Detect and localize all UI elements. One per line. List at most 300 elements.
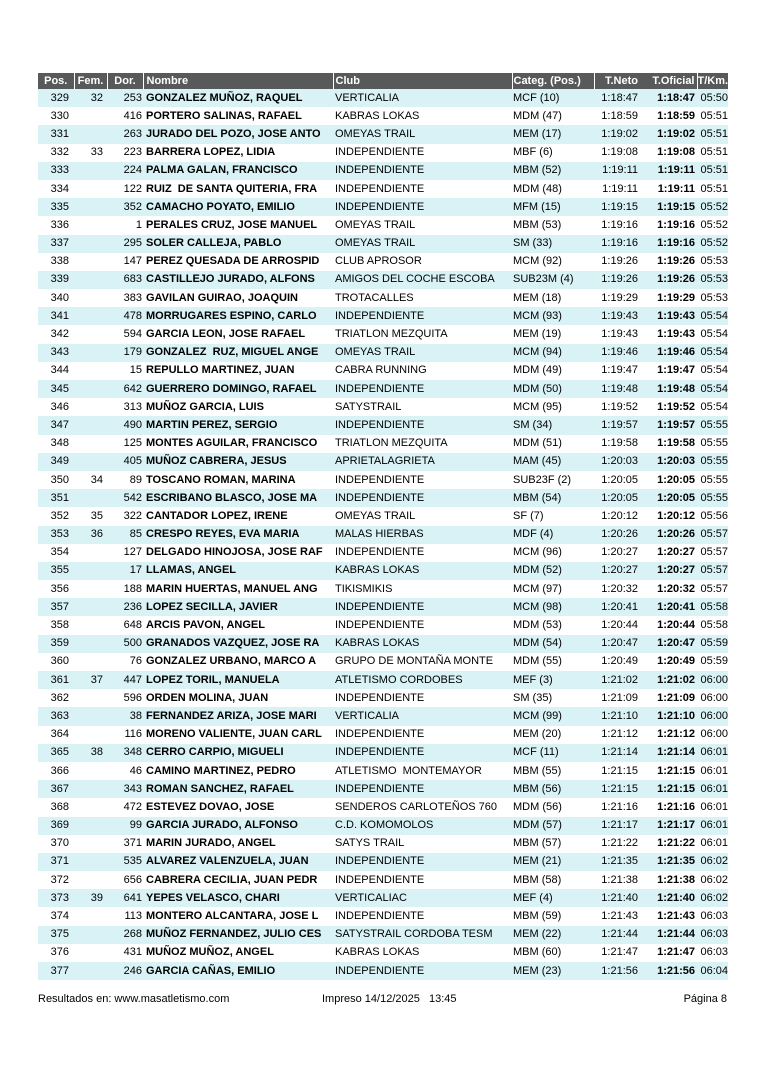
cell-toficial: 1:19:47: [657, 364, 695, 377]
cell-fem: [74, 726, 107, 744]
cell-fem: [74, 780, 107, 798]
table-row: [38, 853, 728, 871]
cell-club: TIKISMIKIS: [335, 582, 393, 595]
cell-toficial: 1:18:59: [657, 109, 695, 122]
cell-club: INDEPENDIENTE: [335, 873, 425, 886]
cell-nombre: ESTEVEZ DOVAO, JOSE: [146, 800, 275, 813]
cell-fem: 36: [74, 526, 107, 544]
table-row: [38, 89, 728, 107]
cell-categ: MBM (56): [512, 780, 594, 798]
cell-nombre: CAMINO MARTINEZ, PEDRO: [146, 764, 296, 777]
cell-tneto: 1:19:43: [594, 307, 640, 325]
cell-toficial: 1:20:26: [640, 526, 697, 544]
cell-fem: [74, 162, 107, 180]
cell-tkm: 05:52: [700, 218, 728, 231]
cell-club: INDEPENDIENTE: [333, 853, 512, 871]
cell-categ: MCM (94): [512, 344, 594, 362]
table-row: [38, 817, 728, 835]
cell-tkm: 05:54: [697, 307, 728, 325]
cell-categ: MBF (6): [513, 146, 553, 159]
cell-pos: 362: [50, 691, 69, 704]
cell-tkm: 05:51: [700, 109, 728, 122]
cell-categ: MBM (53): [513, 218, 562, 231]
table-row: [38, 380, 728, 398]
cell-toficial: 1:18:47: [640, 89, 697, 107]
cell-tkm: 06:00: [697, 671, 728, 689]
table-row: [38, 962, 728, 980]
cell-nombre: PERALES CRUZ, JOSE MANUEL: [146, 218, 318, 231]
cell-toficial: 1:21:15: [657, 764, 695, 777]
cell-tneto: 1:20:05: [601, 473, 638, 486]
cell-tkm: 06:02: [697, 889, 728, 907]
cell-tneto: 1:19:02: [594, 125, 640, 143]
cell-pos: 360: [50, 655, 69, 668]
cell-fem: [74, 325, 107, 343]
cell-dor: 125: [123, 437, 142, 450]
cell-dor: 322: [123, 509, 142, 522]
cell-dor: 431: [123, 946, 142, 959]
cell-dor: 224: [107, 162, 143, 180]
cell-pos: 366: [50, 764, 69, 777]
cell-toficial: 1:21:35: [640, 853, 697, 871]
cell-pos: 348: [50, 437, 69, 450]
cell-tneto: 1:21:22: [601, 837, 638, 850]
table-row: [38, 889, 728, 907]
cell-tkm: 06:01: [697, 744, 728, 762]
cell-dor: 46: [129, 764, 142, 777]
cell-club: INDEPENDIENTE: [335, 910, 425, 923]
cell-toficial: 1:20:44: [657, 619, 695, 632]
cell-pos: 361: [38, 671, 74, 689]
cell-tneto: 1:19:29: [601, 291, 638, 304]
cell-tneto: 1:19:48: [594, 380, 640, 398]
table-row: [38, 598, 728, 616]
cell-categ: MDM (55): [513, 655, 562, 668]
cell-categ: MEM (17): [512, 125, 594, 143]
cell-fem: [74, 489, 107, 507]
table-row: [38, 180, 728, 198]
cell-dor: 656: [123, 873, 142, 886]
cell-pos: 359: [38, 635, 74, 653]
cell-tkm: 06:04: [697, 962, 728, 980]
table-row: [38, 198, 728, 216]
cell-nombre: GAVILAN GUIRAO, JOAQUIN: [146, 291, 298, 304]
cell-categ: MDM (56): [513, 800, 562, 813]
cell-fem: [74, 271, 107, 289]
cell-club: INDEPENDIENTE: [333, 489, 512, 507]
cell-nombre: MONTERO ALCANTARA, JOSE L: [146, 910, 319, 923]
column-header-fem: Fem.: [74, 73, 107, 89]
cell-tkm: 05:51: [700, 182, 728, 195]
cell-fem: [74, 235, 107, 253]
table-row: [38, 726, 728, 744]
cell-club: INDEPENDIENTE: [333, 744, 512, 762]
cell-fem: [74, 362, 107, 380]
cell-dor: 113: [124, 910, 142, 923]
cell-nombre: GONZALEZ URBANO, MARCO A: [146, 655, 317, 668]
cell-toficial: 1:21:09: [657, 691, 695, 704]
cell-tkm: 05:51: [697, 162, 728, 180]
cell-toficial: 1:20:41: [640, 598, 697, 616]
cell-nombre: LOPEZ TORIL, MANUELA: [143, 671, 333, 689]
table-row: [38, 325, 728, 343]
table-row: [38, 871, 728, 889]
cell-club: VERTICALIA: [333, 707, 512, 725]
cell-fem: [74, 453, 107, 471]
cell-nombre: ALVAREZ VALENZUELA, JUAN: [143, 853, 333, 871]
table-row: [38, 435, 728, 453]
cell-pos: 371: [38, 853, 74, 871]
column-header-toficial: T.Oficial: [640, 73, 697, 89]
cell-toficial: 1:21:02: [640, 671, 697, 689]
table-row: [38, 144, 728, 162]
column-header-categ: Categ. (Pos.): [512, 73, 594, 89]
cell-categ: MAM (45): [512, 453, 594, 471]
cell-tkm: 05:53: [697, 271, 728, 289]
cell-nombre: FERNANDEZ ARIZA, JOSE MARI: [143, 707, 333, 725]
table-row: [38, 653, 728, 671]
cell-pos: 374: [50, 910, 69, 923]
cell-fem: [74, 907, 107, 925]
cell-dor: 263: [107, 125, 143, 143]
cell-tneto: 1:19:43: [601, 328, 638, 341]
cell-tneto: 1:20:44: [601, 619, 638, 632]
cell-fem: [74, 962, 107, 980]
results-table: [38, 73, 728, 980]
cell-tneto: 1:21:10: [594, 707, 640, 725]
cell-nombre: ROMAN SANCHEZ, RAFAEL: [143, 780, 333, 798]
cell-toficial: 1:20:47: [640, 635, 697, 653]
cell-club: AMIGOS DEL COCHE ESCOBA: [333, 271, 512, 289]
cell-nombre: MORRUGARES ESPINO, CARLO: [143, 307, 333, 325]
cell-club: INDEPENDIENTE: [333, 162, 512, 180]
cell-nombre: CASTILLEJO JURADO, ALFONS: [143, 271, 333, 289]
cell-nombre: REPULLO MARTINEZ, JUAN: [146, 364, 295, 377]
cell-pos: 335: [38, 198, 74, 216]
table-row: [38, 762, 728, 780]
cell-pos: 352: [50, 509, 69, 522]
cell-fem: [74, 580, 107, 598]
cell-toficial: 1:20:27: [657, 546, 695, 559]
cell-toficial: 1:19:16: [657, 218, 695, 231]
cell-club: INDEPENDIENTE: [335, 473, 425, 486]
cell-fem: [74, 544, 107, 562]
cell-pos: 346: [50, 400, 69, 413]
cell-pos: 332: [50, 146, 69, 159]
cell-dor: 405: [107, 453, 143, 471]
cell-categ: MFM (15): [512, 198, 594, 216]
cell-tneto: 1:21:17: [594, 817, 640, 835]
cell-categ: MEM (19): [513, 328, 562, 341]
cell-club: INDEPENDIENTE: [333, 198, 512, 216]
footer-results-source: Resultados en: www.masatletismo.com: [38, 993, 230, 1005]
cell-nombre: DELGADO HINOJOSA, JOSE RAF: [146, 546, 323, 559]
cell-tneto: 1:21:02: [594, 671, 640, 689]
cell-club: INDEPENDIENTE: [333, 962, 512, 980]
cell-dor: 15: [129, 364, 142, 377]
column-header-dor: Dor.: [107, 73, 143, 89]
cell-fem: [74, 107, 107, 125]
cell-fem: 33: [90, 146, 103, 159]
cell-categ: MCF (10): [512, 89, 594, 107]
cell-club: INDEPENDIENTE: [333, 598, 512, 616]
cell-fem: [74, 344, 107, 362]
table-row: [38, 671, 728, 689]
cell-dor: 253: [107, 89, 143, 107]
cell-nombre: ESCRIBANO BLASCO, JOSE MA: [143, 489, 333, 507]
cell-nombre: JURADO DEL POZO, JOSE ANTO: [143, 125, 333, 143]
cell-fem: [74, 635, 107, 653]
cell-club: INDEPENDIENTE: [333, 416, 512, 434]
cell-pos: 369: [38, 817, 74, 835]
cell-dor: 447: [107, 671, 143, 689]
cell-nombre: ARCIS PAVON, ANGEL: [146, 619, 265, 632]
cell-nombre: YEPES VELASCO, CHARI: [143, 889, 333, 907]
cell-tneto: 1:18:47: [594, 89, 640, 107]
cell-toficial: 1:19:43: [640, 307, 697, 325]
cell-dor: 89: [129, 473, 142, 486]
table-row: [38, 907, 728, 925]
cell-tneto: 1:18:59: [601, 109, 638, 122]
cell-club: OMEYAS TRAIL: [335, 218, 416, 231]
cell-tneto: 1:20:26: [594, 526, 640, 544]
cell-tneto: 1:20:32: [601, 582, 638, 595]
cell-pos: 341: [38, 307, 74, 325]
cell-pos: 344: [50, 364, 69, 377]
cell-pos: 333: [38, 162, 74, 180]
cell-tkm: 05:58: [697, 598, 728, 616]
cell-pos: 351: [38, 489, 74, 507]
cell-tkm: 05:55: [697, 453, 728, 471]
table-row: [38, 780, 728, 798]
cell-tneto: 1:21:44: [594, 926, 640, 944]
cell-fem: [74, 253, 107, 271]
cell-categ: SM (33): [512, 235, 594, 253]
cell-toficial: 1:21:56: [640, 962, 697, 980]
cell-tneto: 1:19:26: [594, 271, 640, 289]
cell-fem: [74, 689, 107, 707]
cell-fem: [74, 125, 107, 143]
cell-categ: MCM (92): [513, 255, 562, 268]
cell-nombre: CANTADOR LOPEZ, IRENE: [146, 509, 288, 522]
cell-categ: MCF (11): [512, 744, 594, 762]
cell-club: INDEPENDIENTE: [333, 380, 512, 398]
cell-tneto: 1:19:16: [594, 235, 640, 253]
cell-fem: 37: [74, 671, 107, 689]
cell-pos: 337: [38, 235, 74, 253]
cell-tneto: 1:21:56: [594, 962, 640, 980]
cell-tneto: 1:19:46: [594, 344, 640, 362]
cell-pos: 330: [50, 109, 69, 122]
table-row: [38, 398, 728, 416]
cell-dor: 246: [107, 962, 143, 980]
cell-club: MALAS HIERBAS: [333, 526, 512, 544]
cell-club: TRIATLON MEZQUITA: [335, 437, 448, 450]
cell-dor: 343: [107, 780, 143, 798]
cell-nombre: MUÑOZ MUÑOZ, ANGEL: [146, 946, 274, 959]
table-row: [38, 526, 728, 544]
cell-nombre: MONTES AGUILAR, FRANCISCO: [146, 437, 318, 450]
cell-dor: 236: [107, 598, 143, 616]
table-row: [38, 125, 728, 143]
cell-tkm: 05:50: [697, 89, 728, 107]
cell-tneto: 1:20:27: [594, 562, 640, 580]
cell-club: GRUPO DE MONTAÑA MONTE: [335, 655, 494, 668]
table-row: [38, 253, 728, 271]
cell-fem: 34: [90, 473, 103, 486]
cell-tneto: 1:19:15: [594, 198, 640, 216]
cell-tkm: 05:52: [697, 198, 728, 216]
table-row: [38, 362, 728, 380]
cell-nombre: GONZALEZ RUZ, MIGUEL ANGE: [143, 344, 333, 362]
cell-categ: SM (34): [512, 416, 594, 434]
cell-tkm: 05:53: [700, 255, 728, 268]
cell-club: VERTICALIAC: [333, 889, 512, 907]
cell-tneto: 1:21:12: [601, 728, 638, 741]
cell-nombre: MUÑOZ GARCIA, LUIS: [146, 400, 264, 413]
cell-toficial: 1:19:46: [640, 344, 697, 362]
cell-nombre: GONZALEZ MUÑOZ, RAQUEL: [143, 89, 333, 107]
cell-categ: MEM (22): [512, 926, 594, 944]
cell-toficial: 1:19:02: [640, 125, 697, 143]
cell-club: CLUB APROSOR: [335, 255, 422, 268]
cell-fem: [74, 289, 107, 307]
cell-fem: [74, 798, 107, 816]
cell-pos: 363: [38, 707, 74, 725]
cell-tneto: 1:21:40: [594, 889, 640, 907]
cell-club: INDEPENDIENTE: [335, 146, 425, 159]
cell-dor: 127: [123, 546, 142, 559]
cell-toficial: 1:21:17: [640, 817, 697, 835]
cell-tkm: 05:57: [697, 526, 728, 544]
cell-fem: [74, 216, 107, 234]
cell-club: VERTICALIA: [333, 89, 512, 107]
cell-tneto: 1:19:57: [594, 416, 640, 434]
cell-categ: MDM (48): [513, 182, 562, 195]
cell-tkm: 06:00: [700, 728, 728, 741]
cell-fem: [74, 835, 107, 853]
cell-club: SATYSTRAIL: [335, 400, 402, 413]
cell-categ: SUB23M (4): [512, 271, 594, 289]
cell-toficial: 1:21:12: [657, 728, 695, 741]
cell-club: SATYSTRAIL CORDOBA TESM: [333, 926, 512, 944]
cell-club: OMEYAS TRAIL: [333, 125, 512, 143]
cell-categ: MCM (96): [513, 546, 562, 559]
cell-categ: MEM (23): [512, 962, 594, 980]
cell-tkm: 05:58: [700, 619, 728, 632]
cell-pos: 364: [50, 728, 69, 741]
cell-dor: 478: [107, 307, 143, 325]
cell-categ: MDF (4): [512, 526, 594, 544]
cell-pos: 372: [50, 873, 69, 886]
cell-pos: 349: [38, 453, 74, 471]
table-row: [38, 235, 728, 253]
cell-pos: 336: [50, 218, 69, 231]
cell-dor: 313: [123, 400, 142, 413]
cell-categ: MEM (20): [513, 728, 562, 741]
cell-tneto: 1:20:41: [594, 598, 640, 616]
cell-tneto: 1:19:11: [602, 182, 638, 195]
cell-nombre: CAMACHO POYATO, EMILIO: [143, 198, 333, 216]
cell-club: KABRAS LOKAS: [335, 109, 420, 122]
table-row: [38, 580, 728, 598]
cell-categ: MCM (97): [513, 582, 562, 595]
cell-tneto: 1:20:03: [594, 453, 640, 471]
cell-tkm: 06:03: [700, 910, 728, 923]
cell-tneto: 1:19:52: [601, 400, 638, 413]
cell-tkm: 05:57: [700, 582, 728, 595]
cell-tneto: 1:21:14: [594, 744, 640, 762]
cell-pos: 353: [38, 526, 74, 544]
cell-toficial: 1:20:05: [640, 489, 697, 507]
cell-nombre: GARCIA CAÑAS, EMILIO: [143, 962, 333, 980]
cell-tkm: 05:55: [700, 437, 728, 450]
cell-categ: SF (7): [513, 509, 544, 522]
cell-nombre: ORDEN MOLINA, JUAN: [146, 691, 269, 704]
cell-fem: [74, 598, 107, 616]
table-row: [38, 689, 728, 707]
cell-toficial: 1:19:11: [640, 162, 697, 180]
cell-fem: [74, 762, 107, 780]
column-header-nombre: Nombre: [143, 73, 333, 89]
cell-nombre: SOLER CALLEJA, PABLO: [143, 235, 333, 253]
cell-pos: 343: [38, 344, 74, 362]
cell-toficial: 1:21:47: [657, 946, 695, 959]
cell-fem: 38: [74, 744, 107, 762]
cell-tneto: 1:20:12: [601, 509, 638, 522]
table-row: [38, 744, 728, 762]
cell-categ: MBM (60): [513, 946, 562, 959]
cell-nombre: CRESPO REYES, EVA MARIA: [143, 526, 333, 544]
cell-tkm: 06:02: [700, 873, 728, 886]
cell-tkm: 05:57: [700, 546, 728, 559]
cell-club: INDEPENDIENTE: [333, 780, 512, 798]
cell-tkm: 05:51: [700, 146, 728, 159]
table-row: [38, 344, 728, 362]
cell-pos: 370: [50, 837, 69, 850]
cell-toficial: 1:21:15: [640, 780, 697, 798]
cell-pos: 375: [38, 926, 74, 944]
cell-toficial: 1:21:44: [640, 926, 697, 944]
table-row: [38, 271, 728, 289]
cell-tkm: 05:59: [700, 655, 728, 668]
table-row: [38, 926, 728, 944]
cell-dor: 596: [123, 691, 142, 704]
cell-nombre: MUÑOZ CABRERA, JESUS: [143, 453, 333, 471]
cell-dor: 268: [107, 926, 143, 944]
cell-fem: [74, 180, 107, 198]
table-header: [38, 73, 728, 89]
cell-fem: [74, 926, 107, 944]
cell-nombre: MUÑOZ FERNANDEZ, JULIO CES: [143, 926, 333, 944]
cell-pos: 357: [38, 598, 74, 616]
cell-dor: 352: [107, 198, 143, 216]
cell-dor: 383: [123, 291, 142, 304]
cell-categ: MBM (58): [513, 873, 562, 886]
cell-tneto: 1:20:47: [594, 635, 640, 653]
cell-dor: 17: [107, 562, 143, 580]
cell-pos: 355: [38, 562, 74, 580]
cell-pos: 329: [38, 89, 74, 107]
cell-categ: MEM (18): [513, 291, 562, 304]
cell-fem: 32: [74, 89, 107, 107]
cell-dor: 348: [107, 744, 143, 762]
cell-tneto: 1:19:58: [601, 437, 638, 450]
table-row: [38, 307, 728, 325]
cell-nombre: MORENO VALIENTE, JUAN CARL: [146, 728, 322, 741]
table-row: [38, 471, 728, 489]
table-row: [38, 507, 728, 525]
